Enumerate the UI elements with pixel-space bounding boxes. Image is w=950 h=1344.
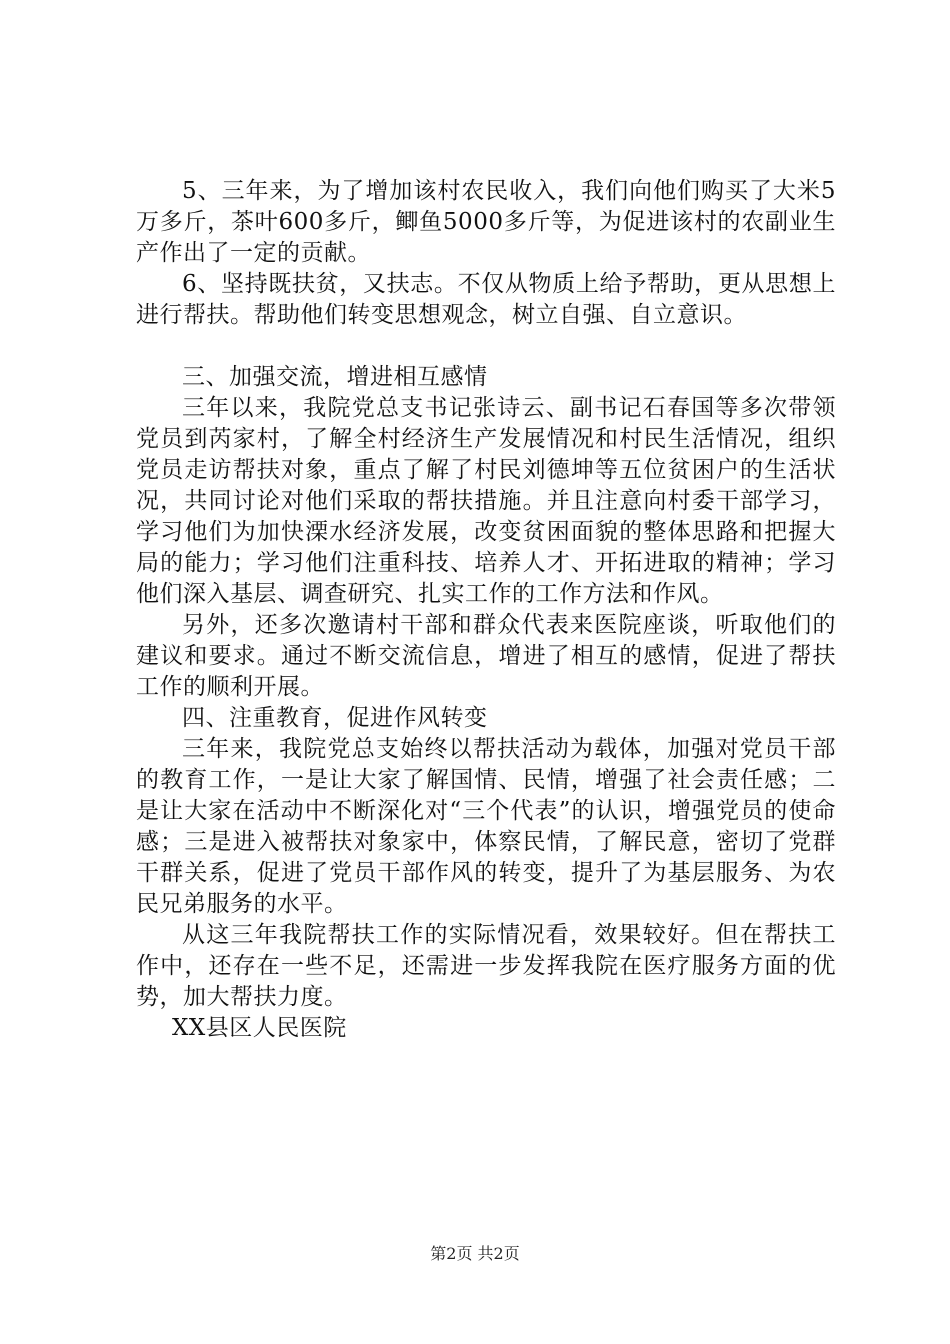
paragraph-item-5: 5、三年来，为了增加该村农民收入，我们向他们购买了大米5万多斤，茶叶600多斤，鲫鱼5000多斤等，为促进该村的农副业生产作出了一定的贡献。 [136, 178, 836, 266]
page-footer: 第2页 共2页 [430, 1244, 520, 1263]
conclusion-paragraph: 从这三年我院帮扶工作的实际情况看，效果较好。但在帮扶工作中，还存在一些不足，还需进一步发挥我院在医疗服务方面的优势，加大帮扶力度。 [136, 922, 836, 1010]
section-3-heading: 三、加强交流，增进相互感情 [182, 364, 488, 390]
section-3-paragraph-2: 另外，还多次邀请村干部和群众代表来医院座谈，听取他们的建议和要求。通过不断交流信息，增进了相互的感情，促进了帮扶工作的顺利开展。 [136, 612, 836, 700]
paragraph-gap [136, 331, 836, 362]
section-4-heading: 四、注重教育，促进作风转变 [182, 705, 488, 731]
paragraph-item-6: 6、坚持既扶贫，又扶志。不仅从物质上给予帮助，更从思想上进行帮扶。帮助他们转变思想观念，树立自强、自立意识。 [136, 271, 836, 328]
document-body [136, 176, 836, 1044]
section-3-paragraph-1: 三年以来，我院党总支书记张诗云、副书记石春国等多次带领党员到芮家村，了解全村经济生产发展情况和村民生活情况，组织党员走访帮扶对象，重点了解了村民刘德坤等五位贫困户的生活状况，共同讨论对他们采取的帮扶措施。并且注意向村委干部学习，学习他们为加快溧水经济发展，改变贫困面貌的整体思路和把握大局的能力；学习他们注重科技、培养人才、开拓进取的精神；学习他们深入基层、调查研究、扎实工作的工作方法和作风。 [136, 395, 836, 607]
section-4-paragraph-1: 三年来，我院党总支始终以帮扶活动为载体，加强对党员干部的教育工作，一是让大家了解国情、民情，增强了社会责任感；二是让大家在活动中不断深化对“三个代表”的认识，增强党员的使命感；三是进入被帮扶对象家中，体察民情，了解民意，密切了党群干群关系，促进了党员干部作风的转变，提升了为基层服务、为农民兄弟服务的水平。 [136, 736, 836, 917]
signature-line: XX县区人民医院 [172, 1015, 347, 1041]
